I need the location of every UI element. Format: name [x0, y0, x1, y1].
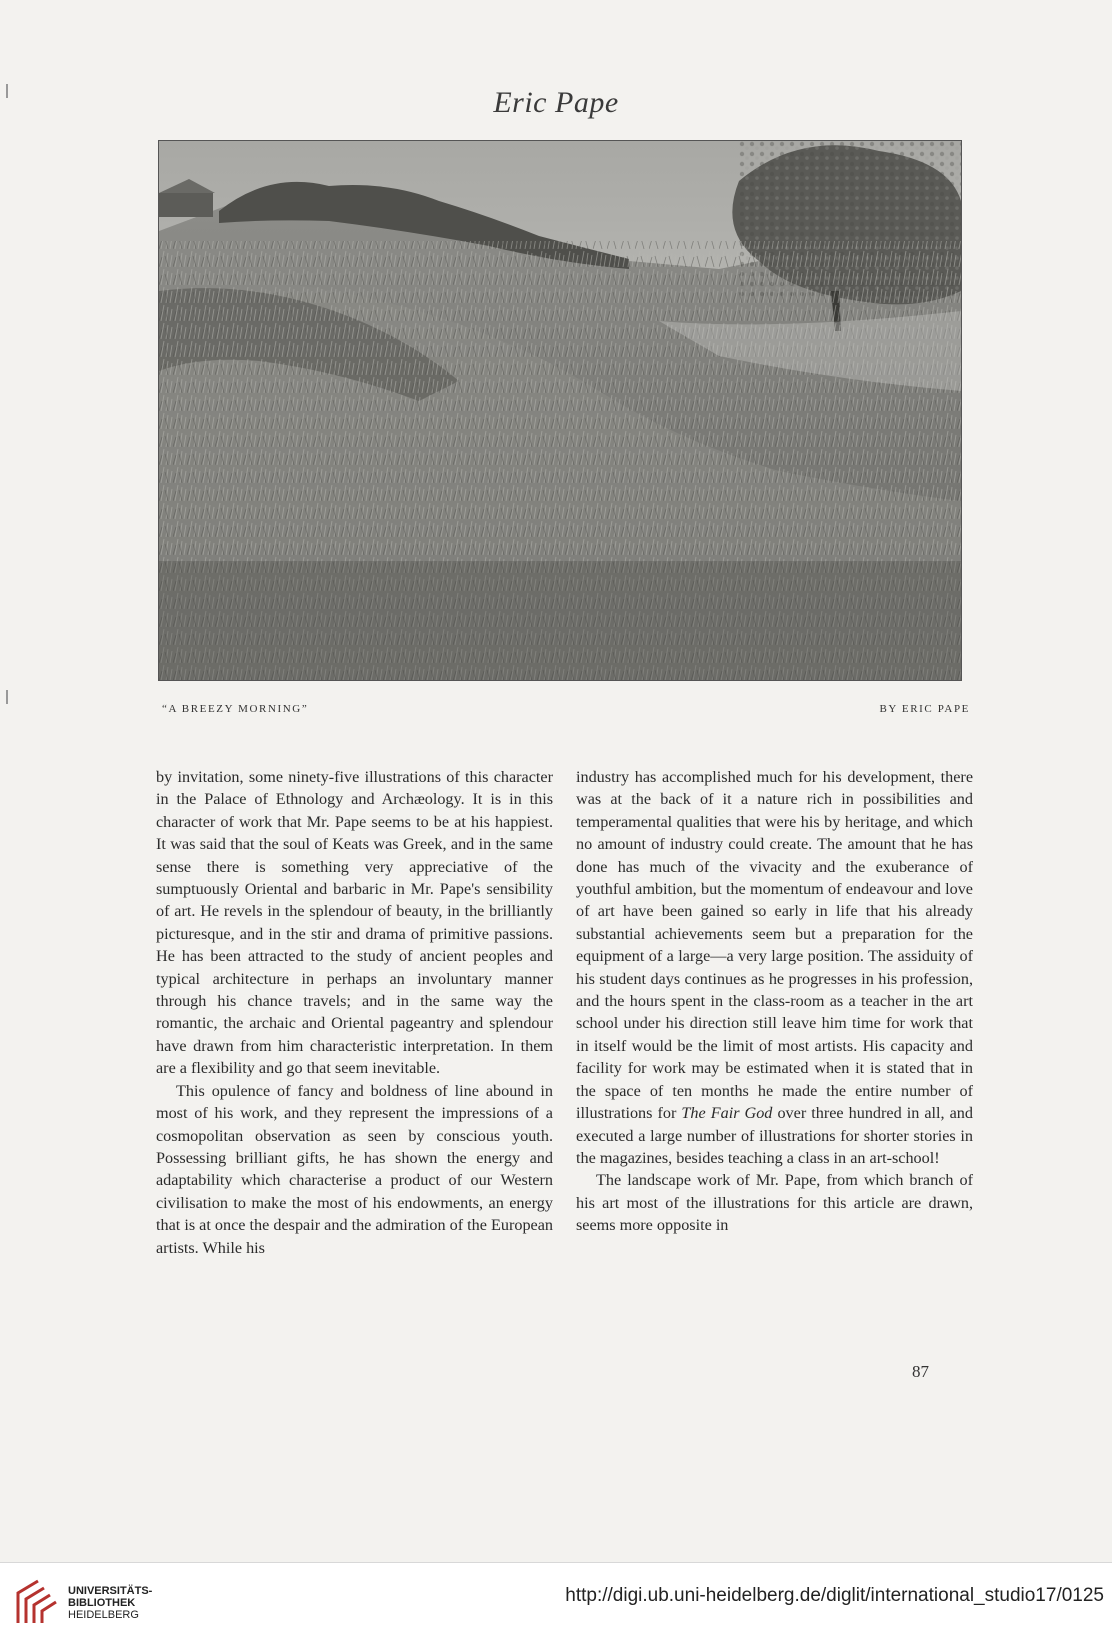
running-title: Eric Pape — [493, 86, 619, 119]
text-column-left — [156, 766, 553, 1259]
page-number: 87 — [912, 1362, 929, 1381]
text-column-right — [576, 766, 973, 1237]
library-footer — [0, 1562, 1112, 1641]
library-logo-icon — [12, 1575, 62, 1629]
plate-caption-title: “A BREEZY MORNING” — [162, 703, 309, 715]
library-name — [68, 1585, 152, 1621]
painting-plate — [158, 140, 962, 681]
paragraph — [576, 766, 973, 1169]
paragraph-text: industry has accomplished much for his development, there was at the back of it a nature rich in possibilities and temperamental qualities that were his by heritage, and which no amount of industry could create. The amount that he has done has much of the vivacity and the exuberance of youthful ambition, but the momentum of endeavour and love of art have been gained so early in life that his already substantial achievements seem but a preparation for the equipment of a large—a very large position. The assiduity of his student days continues as he progresses in his profession, and the hours spent in the class-room as a teacher in the art school under his direction still leave him time for work that in itself would be the limit of most artists. His capacity and facility for work may be estimated when it is stated that in the space of ten months he made the entire number of illustrations for — [576, 768, 973, 1123]
source-url[interactable]: http://digi.ub.uni-heidelberg.de/diglit/international_studio17/0125 — [565, 1585, 1104, 1606]
library-name-line: HEIDELBERG — [68, 1609, 139, 1621]
paragraph: This opulence of fancy and boldness of line abound in most of his work, and they represent the impressions of a cosmopolitan observation as seen by conscious youth. Possessing brilliant gifts, he has shown the energy and adaptability which characterise a product of our Western civilisation to make the most of his endowments, an energy that is at once the despair and the admiration of the European artists. While his — [156, 1081, 553, 1257]
library-name-line: UNIVERSITÄTS- — [68, 1585, 153, 1597]
foreground-shadow — [159, 561, 961, 680]
landscape-painting-image — [159, 141, 961, 680]
paragraph: The landscape work of Mr. Pape, from which branch of his art most of the illustrations for this article are drawn, seems more opposite in — [576, 1171, 973, 1235]
cottage — [159, 193, 213, 217]
paragraph: by invitation, some ninety-five illustrations of this character in the Palace of Ethnology and Archæology. It is in this character of work that Mr. Pape seems to be at his happiest. It was said that the soul of Keats was Greek, and in the same sense there is something very appreciative of the sumptuously Oriental and barbaric in Mr. Pape's sensibility of art. He revels in the splendour of beauty, in the brilliantly picturesque, and in the stir and drama of primitive passions. He has been attracted to the study of ancient peoples and typical architecture in perhaps an involuntary manner through his chance travels; and in the same way the romantic, the archaic and Oriental pageantry and splendour have drawn from him characteristic interpretation. In them are a flexibility and go that seem inevitable. — [156, 768, 553, 1078]
plate-caption-artist: BY ERIC PAPE — [879, 703, 970, 715]
library-name-line: BIBLIOTHEK — [68, 1597, 136, 1609]
paragraph-text: over three hundred in all, and executed a large number of illustrations for shorter stories in the magazines, besides teaching a class in an art-school! — [576, 1104, 973, 1167]
margin-mark — [6, 690, 8, 704]
book-title: The Fair God — [681, 1104, 773, 1123]
